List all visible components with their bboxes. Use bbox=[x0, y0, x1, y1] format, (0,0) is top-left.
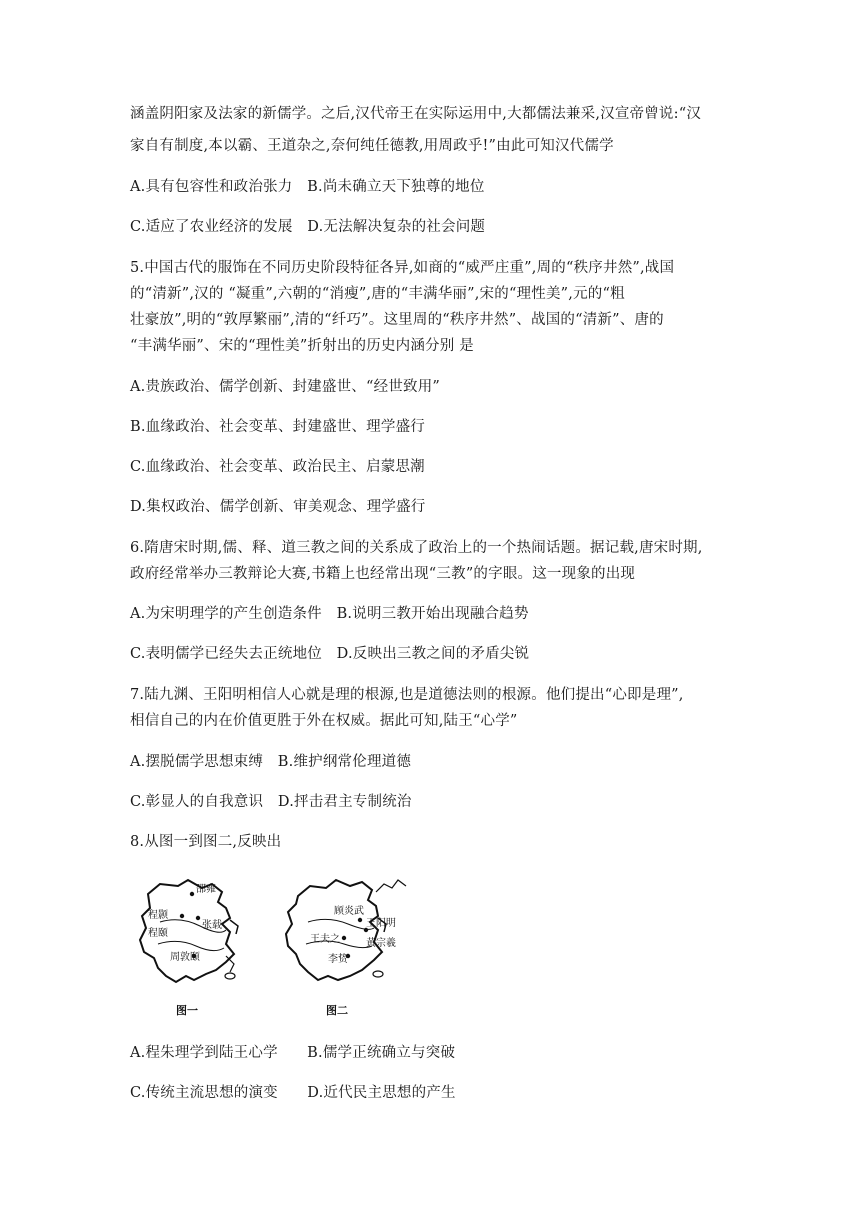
option-line: B.血缘政治、社会变革、封建盛世、理学盛行 bbox=[130, 419, 425, 435]
question-5-text: 5.中国古代的服饰在不同历史阶段特征各异,如商的“威严庄重”,周的“秩序井然”,战国 bbox=[130, 260, 675, 276]
question-8-text: 8.从图一到图二,反映出 bbox=[130, 834, 282, 850]
text-line: 政府经常举办三教辩论大赛,书籍上也经常出现“三教”的字眼。这一现象的出现 bbox=[130, 566, 636, 582]
map1-label: 周敦颐 bbox=[170, 952, 200, 963]
map1-label: 程颐 bbox=[148, 928, 168, 939]
figure-caption: 图二 bbox=[326, 1004, 348, 1017]
map-one bbox=[140, 880, 238, 1017]
text-line: 涵盖阴阳家及法家的新儒学。之后,汉代帝王在实际运用中,大都儒法兼采,汉宣帝曾说:“汉 bbox=[130, 106, 702, 122]
text-line: 壮豪放”,明的“敦厚繁丽”,清的“纤巧”。这里周的“秩序井然”、战国的“清新”、唐的 bbox=[130, 312, 664, 328]
text-line: 相信自己的内在价值更胜于外在权威。据此可知,陆王“心学” bbox=[130, 713, 518, 729]
figure-caption: 图一 bbox=[176, 1004, 198, 1017]
question-7-text: 7.陆九渊、王阳明相信人心就是理的根源,也是道德法则的根源。他们提出“心即是理”, bbox=[130, 687, 684, 703]
option-line: D.集权政治、儒学创新、审美观念、理学盛行 bbox=[130, 499, 426, 515]
map-figure bbox=[130, 872, 420, 1022]
option-line: A.程朱理学到陆王心学 B.儒学正统确立与突破 bbox=[130, 1045, 456, 1061]
option-line: A.贵族政治、儒学创新、封建盛世、“经世致用” bbox=[130, 379, 441, 395]
map-two bbox=[286, 880, 406, 1017]
map2-label: 顾炎武 bbox=[334, 906, 364, 917]
option-line: A.具有包容性和政治张力 B.尚未确立天下独尊的地位 bbox=[130, 179, 485, 195]
text-line: 家自有制度,本以霸、王道杂之,奈何纯任德教,用周政乎!”由此可知汉代儒学 bbox=[130, 138, 614, 154]
option-line: C.彰显人的自我意识 D.抨击君主专制统治 bbox=[130, 794, 412, 810]
option-line: C.传统主流思想的演变 D.近代民主思想的产生 bbox=[130, 1085, 456, 1101]
map1-label: 邵雍 bbox=[196, 884, 216, 895]
map1-label: 程颢 bbox=[148, 910, 168, 921]
question-6-text: 6.隋唐宋时期,儒、释、道三教之间的关系成了政治上的一个热闹话题。据记载,唐宋时期, bbox=[130, 540, 703, 556]
map2-label: 王夫之 bbox=[310, 934, 340, 945]
option-line: C.适应了农业经济的发展 D.无法解决复杂的社会问题 bbox=[130, 219, 486, 235]
map2-label: 黄宗羲 bbox=[366, 938, 396, 949]
text-line: 的“清新”,汉的 “凝重”,六朝的“消瘦”,唐的“丰满华丽”,宋的“理性美”,元的“粗 bbox=[130, 286, 625, 302]
map2-label: 李贽 bbox=[328, 954, 348, 965]
option-line: A.摆脱儒学思想束缚 B.维护纲常伦理道德 bbox=[130, 754, 412, 770]
text-line: “丰满华丽”、宋的“理性美”折射出的历史内涵分别 是 bbox=[130, 338, 474, 354]
option-line: C.血缘政治、社会变革、政治民主、启蒙思潮 bbox=[130, 459, 425, 475]
option-line: A.为宋明理学的产生创造条件 B.说明三教开始出现融合趋势 bbox=[130, 606, 529, 622]
map1-label: 张载 bbox=[202, 920, 222, 931]
option-line: C.表明儒学已经失去正统地位 D.反映出三教之间的矛盾尖锐 bbox=[130, 646, 530, 662]
map2-label: 王阳明 bbox=[366, 918, 396, 929]
